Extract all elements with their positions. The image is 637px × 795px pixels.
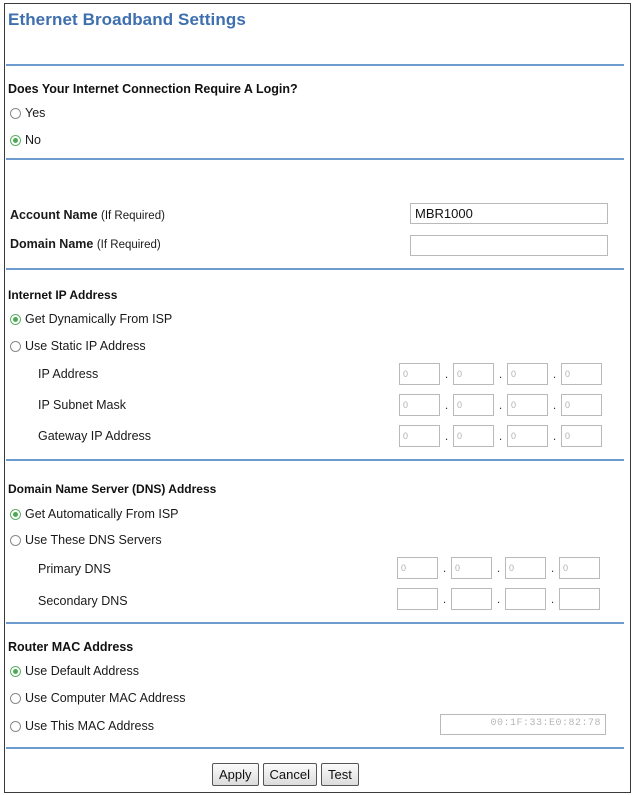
use-default-mac-radio[interactable] — [10, 664, 139, 678]
get-dns-from-isp-radio[interactable] — [10, 507, 179, 521]
ip-address-input: 0 . 0 . 0 . 0 — [399, 363, 602, 385]
ip-octet-1[interactable]: 0 — [399, 363, 440, 385]
subnet-mask-label: IP Subnet Mask — [38, 398, 127, 412]
dns-heading: Domain Name Server (DNS) Address — [8, 482, 217, 496]
button-bar — [212, 763, 359, 786]
subnet-octet-3[interactable]: 0 — [507, 394, 548, 416]
gateway-ip-label: Gateway IP Address — [38, 429, 152, 443]
radio-checked-icon — [10, 135, 21, 146]
radio-icon — [10, 721, 21, 732]
radio-label: Yes — [25, 106, 46, 120]
secondary-dns-octet-4[interactable] — [559, 588, 600, 610]
radio-icon — [10, 341, 21, 352]
gateway-octet-4[interactable]: 0 — [561, 425, 602, 447]
ip-address-label: IP Address — [38, 367, 99, 381]
radio-label: No — [25, 133, 41, 147]
primary-dns-octet-2[interactable]: 0 — [451, 557, 492, 579]
use-this-mac-radio[interactable] — [10, 719, 154, 733]
divider — [6, 747, 624, 749]
login-question: Does Your Internet Connection Require A Login? — [8, 82, 298, 96]
subnet-octet-4[interactable]: 0 — [561, 394, 602, 416]
radio-checked-icon — [10, 666, 21, 677]
mac-address-input[interactable]: 00:1F:33:E0:82:78 — [440, 714, 606, 735]
radio-icon — [10, 693, 21, 704]
primary-dns-label: Primary DNS — [38, 562, 111, 576]
secondary-dns-octet-1[interactable] — [397, 588, 438, 610]
radio-icon — [10, 108, 21, 119]
ip-octet-4[interactable]: 0 — [561, 363, 602, 385]
account-name-label: Account Name (If Required) — [10, 208, 165, 222]
use-these-dns-radio[interactable] — [10, 533, 162, 547]
gateway-ip-input: 0 . 0 . 0 . 0 — [399, 425, 602, 447]
primary-dns-input: 0 . 0 . 0 . 0 — [397, 557, 600, 579]
radio-label: Get Dynamically From ISP — [25, 312, 173, 326]
get-dynamic-ip-radio[interactable] — [10, 312, 172, 326]
gateway-octet-2[interactable]: 0 — [453, 425, 494, 447]
domain-name-label: Domain Name (If Required) — [10, 237, 161, 251]
divider — [6, 64, 624, 66]
radio-label: Get Automatically From ISP — [25, 507, 179, 521]
secondary-dns-octet-3[interactable] — [505, 588, 546, 610]
divider — [6, 622, 624, 624]
internet-ip-heading: Internet IP Address — [8, 288, 118, 302]
use-static-ip-radio[interactable] — [10, 339, 146, 353]
radio-label: Use Computer MAC Address — [25, 691, 186, 705]
cancel-button[interactable]: Cancel — [263, 763, 317, 786]
radio-label: Use This MAC Address — [25, 719, 154, 733]
gateway-octet-3[interactable]: 0 — [507, 425, 548, 447]
login-yes-radio[interactable] — [10, 106, 45, 120]
subnet-octet-1[interactable]: 0 — [399, 394, 440, 416]
mac-heading: Router MAC Address — [8, 640, 134, 654]
primary-dns-octet-4[interactable]: 0 — [559, 557, 600, 579]
primary-dns-octet-3[interactable]: 0 — [505, 557, 546, 579]
ip-octet-2[interactable]: 0 — [453, 363, 494, 385]
test-button[interactable]: Test — [321, 763, 359, 786]
account-name-input[interactable]: MBR1000 — [410, 203, 608, 224]
radio-checked-icon — [10, 314, 21, 325]
primary-dns-octet-1[interactable]: 0 — [397, 557, 438, 579]
page-title: Ethernet Broadband Settings — [8, 10, 246, 29]
radio-label: Use Static IP Address — [25, 339, 146, 353]
divider — [6, 268, 624, 270]
secondary-dns-label: Secondary DNS — [38, 594, 128, 608]
divider — [6, 459, 624, 461]
use-computer-mac-radio[interactable] — [10, 691, 185, 705]
ip-octet-3[interactable]: 0 — [507, 363, 548, 385]
login-no-radio[interactable] — [10, 133, 41, 147]
subnet-octet-2[interactable]: 0 — [453, 394, 494, 416]
divider — [6, 158, 624, 160]
secondary-dns-input: . . . — [397, 588, 600, 610]
domain-name-input[interactable] — [410, 235, 608, 256]
gateway-octet-1[interactable]: 0 — [399, 425, 440, 447]
apply-button[interactable]: Apply — [212, 763, 259, 786]
subnet-mask-input: 0 . 0 . 0 . 0 — [399, 394, 602, 416]
radio-checked-icon — [10, 509, 21, 520]
radio-label: Use Default Address — [25, 664, 139, 678]
secondary-dns-octet-2[interactable] — [451, 588, 492, 610]
radio-label: Use These DNS Servers — [25, 533, 162, 547]
radio-icon — [10, 535, 21, 546]
